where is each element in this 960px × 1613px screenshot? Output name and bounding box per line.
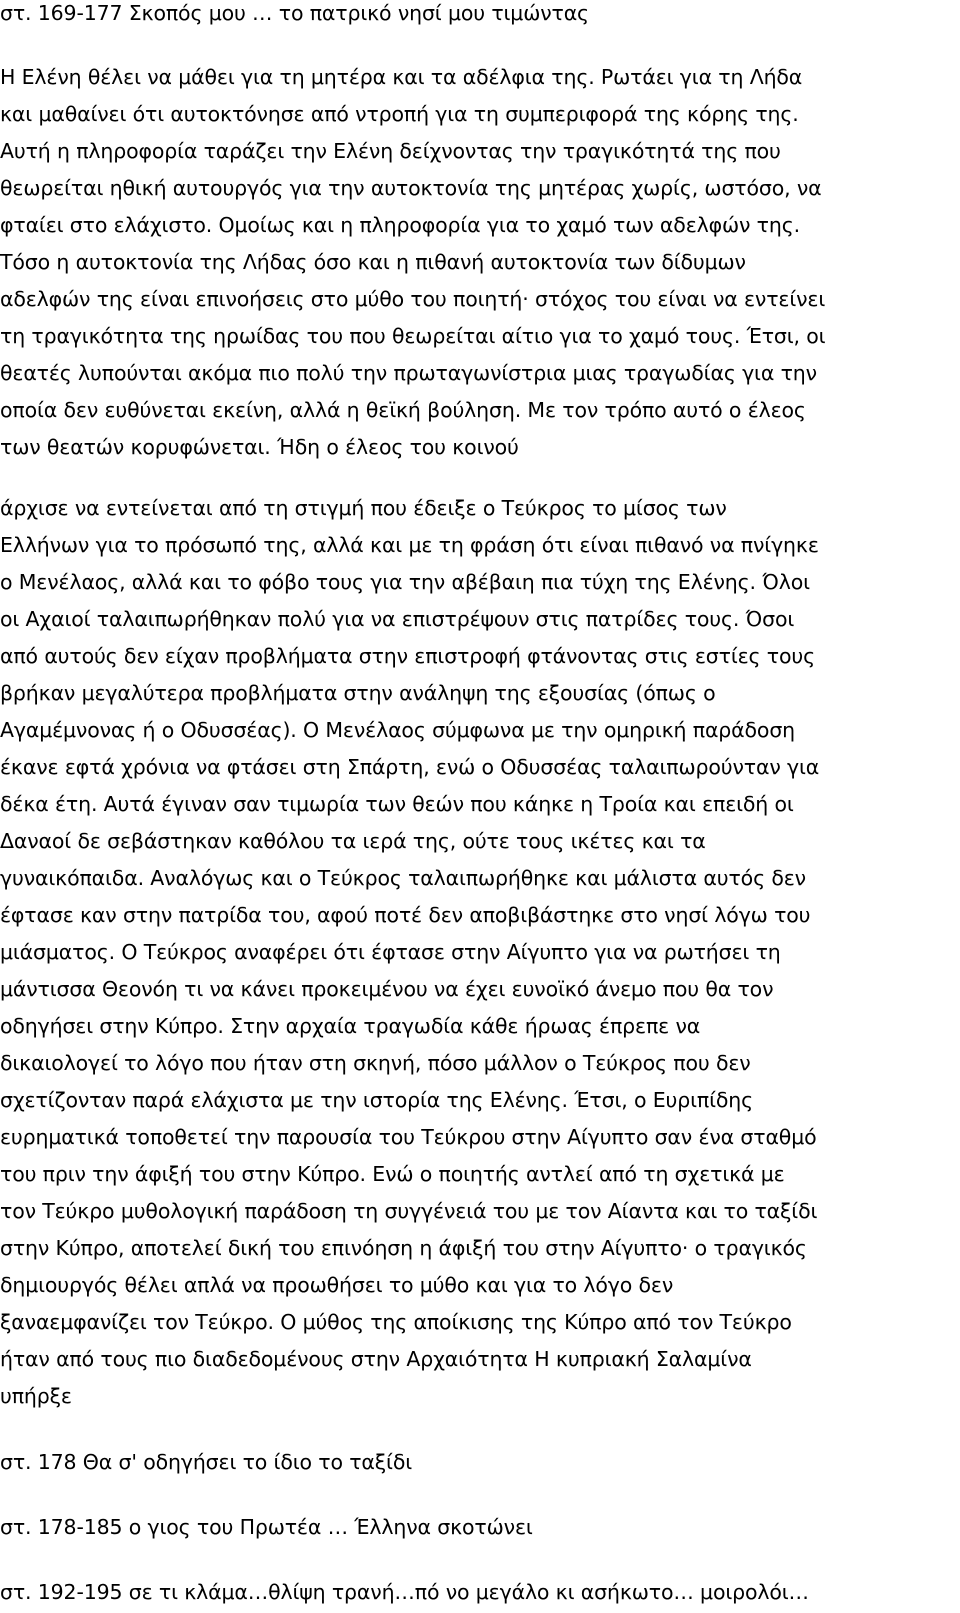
- paragraph-line: Αυτή η πληροφορία ταράζει την Ελένη δείχνοντας την τραγικότητά της που: [0, 139, 781, 163]
- paragraph-line: οδηγήσει στην Κύπρο. Στην αρχαία τραγωδία κάθε ήρωας έπρεπε να: [0, 1014, 701, 1038]
- paragraph-line: ξαναεμφανίζει τον Τεύκρο. Ο μύθος της αποίκισης της Κύπρο από τον Τεύκρο: [0, 1310, 792, 1334]
- paragraph-line: αδελφών της είναι επινοήσεις στο μύθο του ποιητή· στόχος του είναι να εντείνει: [0, 287, 826, 311]
- paragraph-line: ήταν από τους πιο διαδεδομένους στην Αρχαιότητα Η κυπριακή Σαλαμίνα: [0, 1347, 752, 1371]
- paragraph-line: έφτασε καν στην πατρίδα του, αφού ποτέ δεν αποβιβάστηκε στο νησί λόγω του: [0, 903, 811, 927]
- paragraph-line: δικαιολογεί το λόγο που ήταν στη σκηνή, πόσο μάλλον ο Τεύκρος που δεν: [0, 1051, 751, 1075]
- paragraph-line: Αγαμέμνονας ή ο Οδυσσέας). Ο Μενέλαος σύμφωνα με την ομηρική παράδοση: [0, 718, 796, 742]
- section-heading-169-177: στ. 169-177 Σκοπός μου … το πατρικό νησί μου τιμώντας: [0, 1, 589, 25]
- paragraph-line: δέκα έτη. Αυτά έγιναν σαν τιμωρία των θεών που κάηκε η Τροία και επειδή οι: [0, 792, 794, 816]
- section-heading-192-195: στ. 192-195 σε τι κλάμα…θλίψη τρανή…πό νο μεγάλο κι ασήκωτο… μοιρολόι…: [0, 1580, 809, 1604]
- paragraph-line: μιάσματος. Ο Τεύκρος αναφέρει ότι έφτασε στην Αίγυπτο για να ρωτήσει τη: [0, 940, 781, 964]
- paragraph-line: οι Αχαιοί ταλαιπωρήθηκαν πολύ για να επιστρέψουν στις πατρίδες τους. Όσοι: [0, 607, 795, 631]
- paragraph-line: γυναικόπαιδα. Αναλόγως και ο Τεύκρος ταλαιπωρήθηκε και μάλιστα αυτός δεν: [0, 866, 806, 890]
- paragraph-line: τον Τεύκρο μυθολογική παράδοση τη συγγένειά του με τον Αίαντα και το ταξίδι: [0, 1199, 818, 1223]
- paragraph-line: και μαθαίνει ότι αυτοκτόνησε από ντροπή για τη συμπεριφορά της κόρης της.: [0, 102, 799, 126]
- paragraph-line: θεατές λυπούνται ακόμα πιο πολύ την πρωταγωνίστρια μιας τραγωδίας για την: [0, 361, 817, 385]
- paragraph-line: του πριν την άφιξή του στην Κύπρο. Ενώ ο ποιητής αντλεί από τη σχετικά με: [0, 1162, 785, 1186]
- section-heading-178-185: στ. 178-185 ο γιος του Πρωτέα … Έλληνα σκοτώνει: [0, 1515, 533, 1539]
- paragraph-line: δημιουργός θέλει απλά να προωθήσει το μύθο και για το λόγο δεν: [0, 1273, 674, 1297]
- paragraph-line: σχετίζονταν παρά ελάχιστα με την ιστορία της Ελένης. Έτσι, ο Ευριπίδης: [0, 1088, 753, 1112]
- paragraph-line: ευρηματικά τοποθετεί την παρουσία του Τεύκρου στην Αίγυπτο σαν ένα σταθμό: [0, 1125, 817, 1149]
- paragraph-line: των θεατών κορυφώνεται. Ήδη ο έλεος του κοινού: [0, 435, 519, 459]
- paragraph-line: θεωρείται ηθική αυτουργός για την αυτοκτονία της μητέρας χωρίς, ωστόσο, να: [0, 176, 822, 200]
- paragraph-line: βρήκαν μεγαλύτερα προβλήματα στην ανάληψη της εξουσίας (όπως ο: [0, 681, 716, 705]
- paragraph-line: οποία δεν ευθύνεται εκείνη, αλλά η θεϊκή βούληση. Με τον τρόπο αυτό ο έλεος: [0, 398, 806, 422]
- paragraph-line: τη τραγικότητα της ηρωίδας του που θεωρείται αίτιο για το χαμό τους. Έτσι, οι: [0, 324, 826, 348]
- paragraph-line: στην Κύπρο, αποτελεί δική του επινόηση η άφιξή του στην Αίγυπτο· ο τραγικός: [0, 1236, 807, 1260]
- paragraph-line: μάντισσα Θεονόη τι να κάνει προκειμένου να έχει ευνοϊκό άνεμο που θα τον: [0, 977, 774, 1001]
- paragraph-line: φταίει στο ελάχιστο. Ομοίως και η πληροφορία για το χαμό των αδελφών της.: [0, 213, 800, 237]
- paragraph-line: Δαναοί δε σεβάστηκαν καθόλου τα ιερά της, ούτε τους ικέτες και τα: [0, 829, 706, 853]
- paragraph-line: άρχισε να εντείνεται από τη στιγμή που έδειξε ο Τεύκρος το μίσος των: [0, 496, 727, 520]
- paragraph-line: από αυτούς δεν είχαν προβλήματα στην επιστροφή φτάνοντας στις εστίες τους: [0, 644, 815, 668]
- paragraph-line: ο Μενέλαος, αλλά και το φόβο τους για την αβέβαιη πια τύχη της Ελένης. Όλοι: [0, 570, 810, 594]
- paragraph-line: Τόσο η αυτοκτονία της Λήδας όσο και η πιθανή αυτοκτονία των δίδυμων: [0, 250, 746, 274]
- paragraph-line: υπήρξε: [0, 1384, 72, 1408]
- section-heading-178: στ. 178 Θα σ' οδηγήσει το ίδιο το ταξίδι: [0, 1450, 413, 1474]
- paragraph-line: έκανε εφτά χρόνια να φτάσει στη Σπάρτη, ενώ ο Οδυσσέας ταλαιπωρούνταν για: [0, 755, 820, 779]
- paragraph-line: Η Ελένη θέλει να μάθει για τη μητέρα και τα αδέλφια της. Ρωτάει για τη Λήδα: [0, 65, 803, 89]
- paragraph-line: Ελλήνων για το πρόσωπό της, αλλά και με τη φράση ότι είναι πιθανό να πνίγηκε: [0, 533, 819, 557]
